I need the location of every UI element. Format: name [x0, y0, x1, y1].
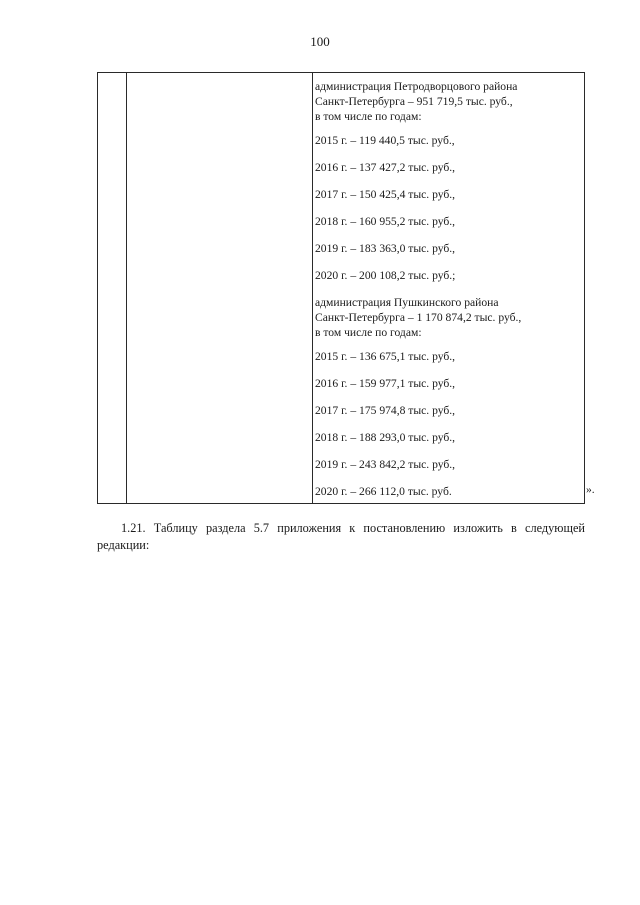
closing-quote: ».	[586, 483, 595, 496]
funding-year-line: 2015 г. – 119 440,5 тыс. руб.,	[315, 134, 455, 147]
funding-block-pushkinsky	[315, 295, 579, 499]
page-number: 100	[310, 34, 330, 49]
funding-year-line: 2017 г. – 175 974,8 тыс. руб.,	[315, 404, 456, 417]
funding-heading-line: в том числе по годам:	[315, 110, 422, 123]
budget-table	[97, 72, 585, 504]
funding-year-line: 2019 г. – 243 842,2 тыс. руб.,	[315, 458, 456, 471]
funding-heading-line: Санкт-Петербурга – 951 719,5 тыс. руб.,	[315, 95, 513, 108]
funding-heading-line: в том числе по годам:	[315, 326, 422, 339]
funding-heading-line: администрация Пушкинского района	[315, 296, 499, 309]
funding-year-line: 2017 г. – 150 425,4 тыс. руб.,	[315, 188, 456, 201]
funding-year-line: 2015 г. – 136 675,1 тыс. руб.,	[315, 350, 456, 363]
funding-block-petrodvortsovy	[315, 79, 579, 283]
funding-heading-line: Санкт-Петербурга – 1 170 874,2 тыс. руб.,	[315, 311, 522, 324]
funding-heading-line: администрация Петродворцового района	[315, 80, 518, 93]
funding-year-line: 2018 г. – 160 955,2 тыс. руб.,	[315, 215, 456, 228]
funding-year-line: 2020 г. – 200 108,2 тыс. руб.;	[315, 269, 456, 282]
table-column-divider	[126, 73, 127, 503]
table-cell-funding	[315, 79, 579, 499]
funding-year-line: 2016 г. – 137 427,2 тыс. руб.,	[315, 161, 456, 174]
funding-year-line: 2016 г. – 159 977,1 тыс. руб.,	[315, 377, 456, 390]
table-column-divider	[312, 73, 313, 503]
funding-year-line: 2019 г. – 183 363,0 тыс. руб.,	[315, 242, 456, 255]
amendment-paragraph: 1.21. Таблицу раздела 5.7 приложения к постановлению изложить в следующей редакции:	[97, 521, 585, 552]
funding-year-line: 2018 г. – 188 293,0 тыс. руб.,	[315, 431, 456, 444]
funding-year-line: 2020 г. – 266 112,0 тыс. руб.	[315, 485, 452, 498]
